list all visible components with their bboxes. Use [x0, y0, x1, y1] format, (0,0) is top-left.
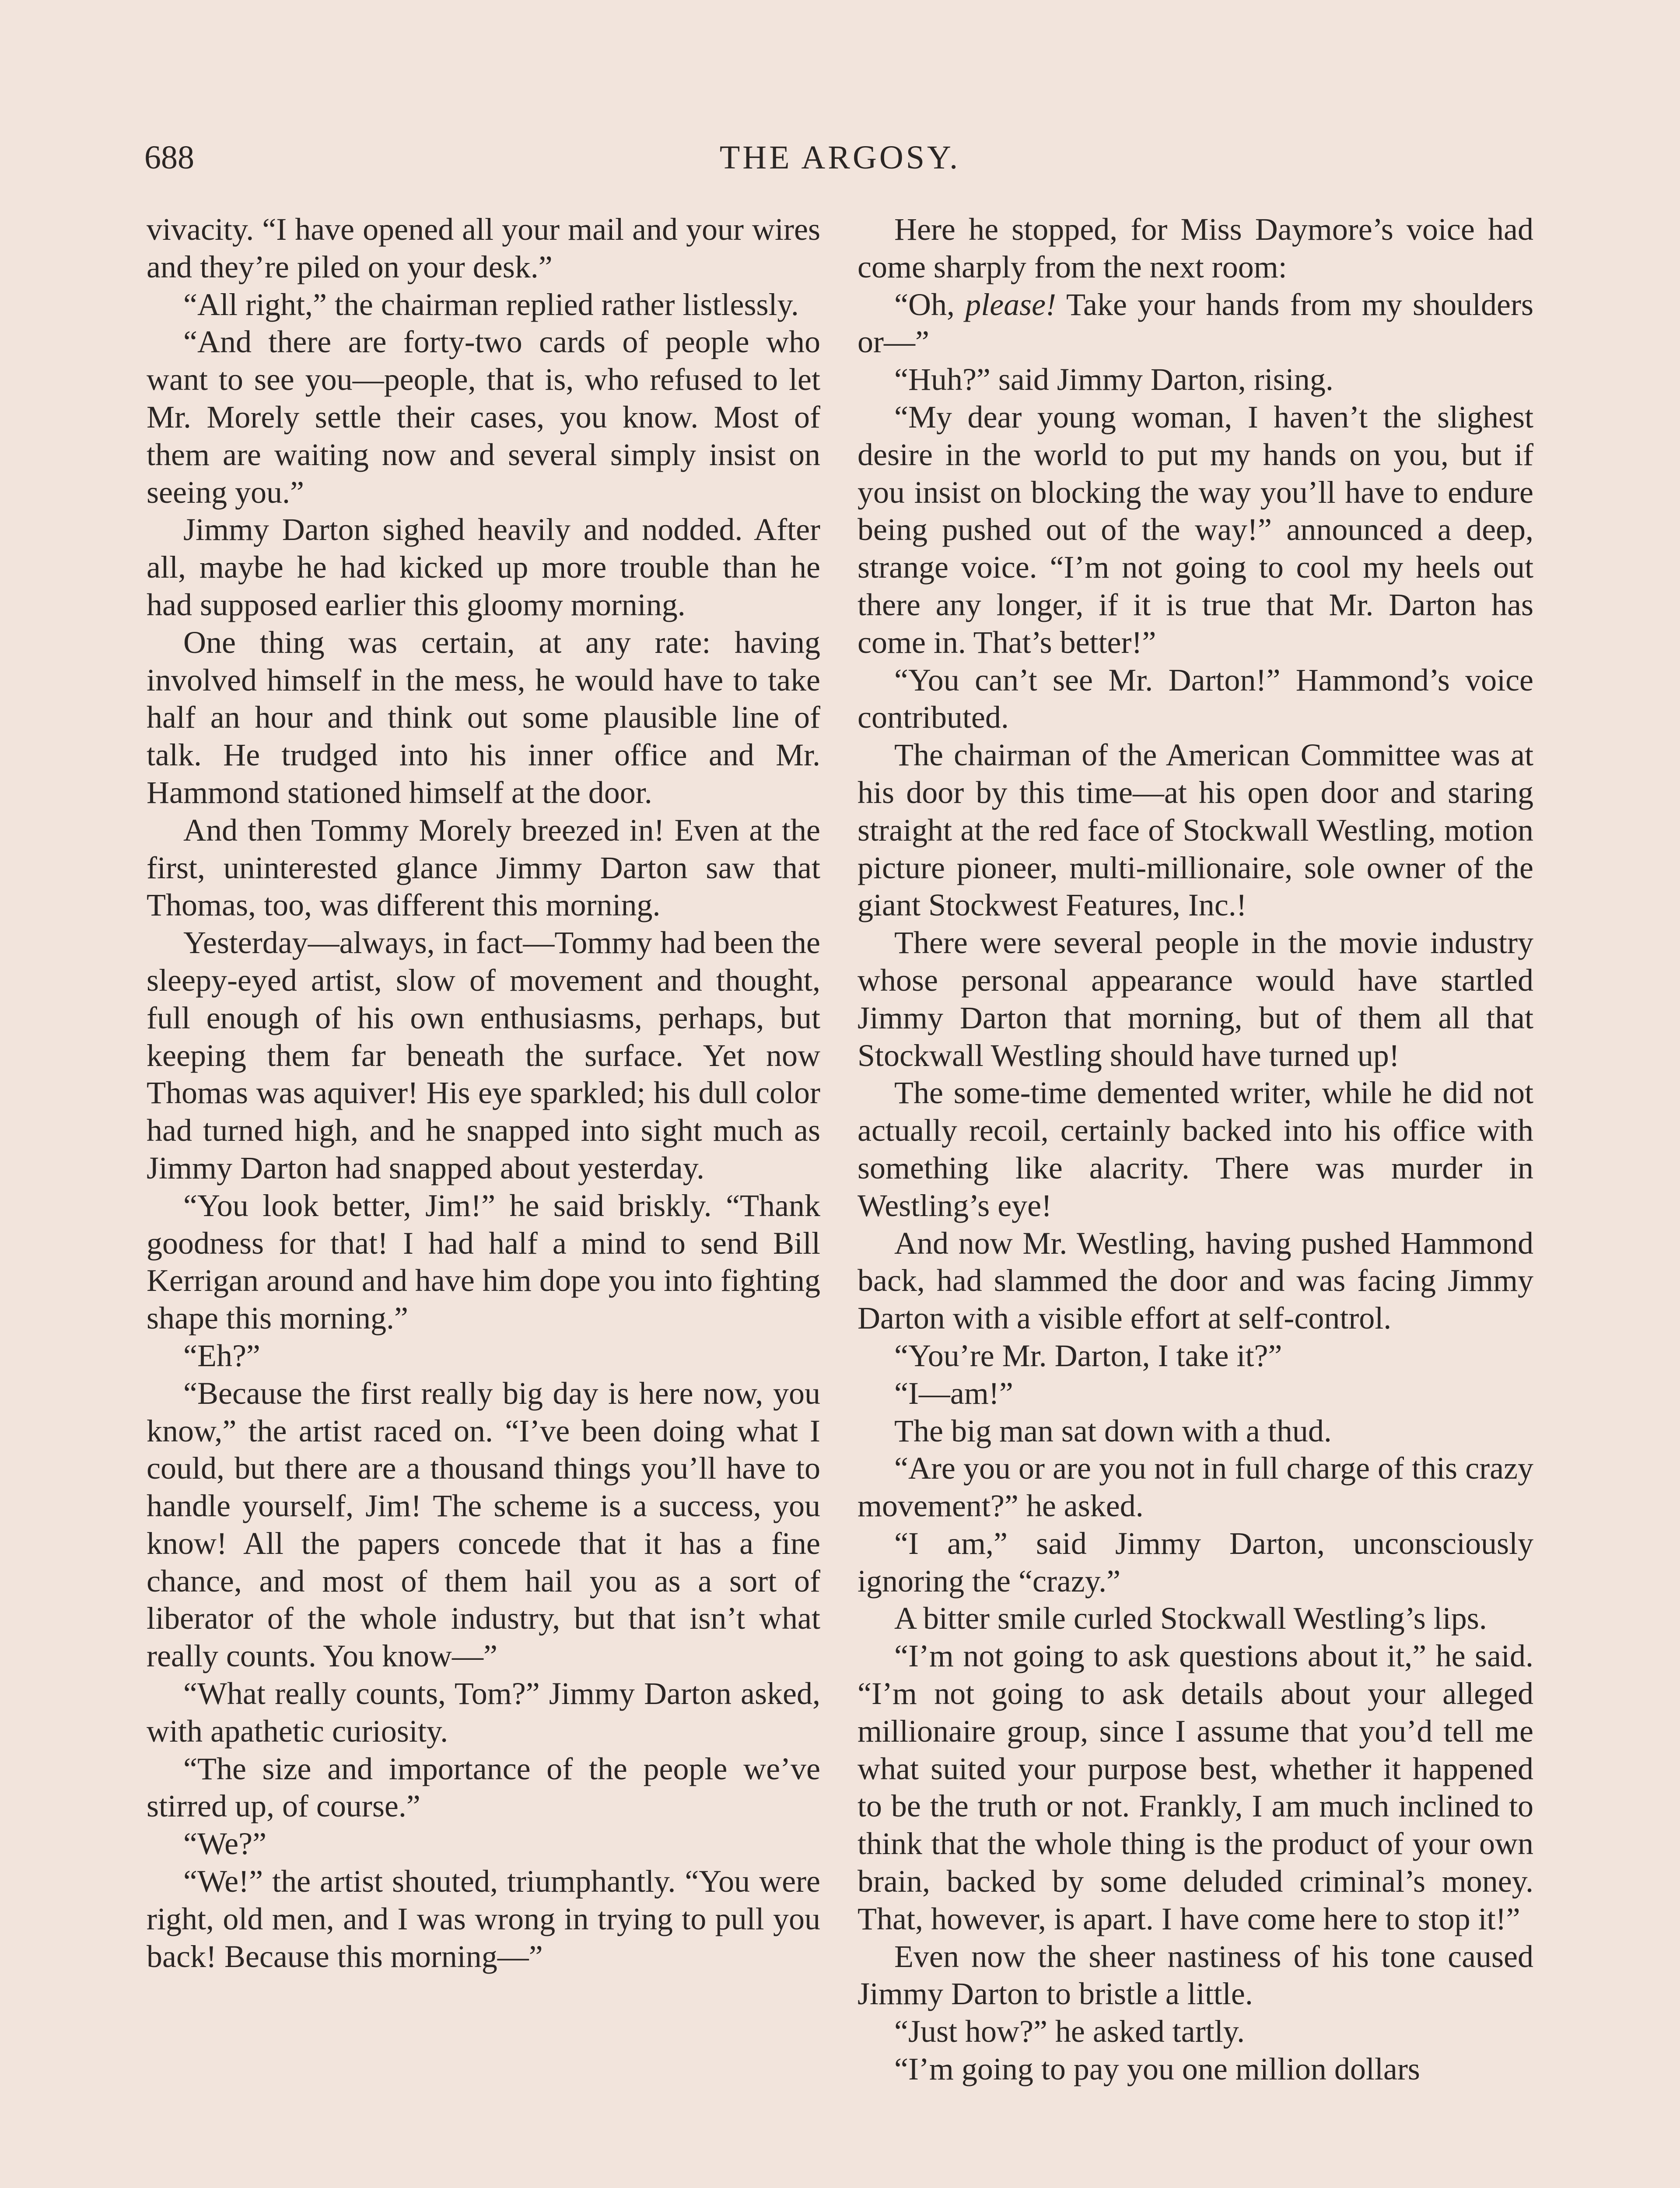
- paragraph: And then Tommy Morely breezed in! Even at the first, uninterested glance Jimmy Darton saw that Thomas, too, was different this morning.: [147, 812, 820, 923]
- paragraph: “You look better, Jim!” he said briskly. “Thank goodness for that! I had half a mind to send Bill Kerrigan around and have him dope you into fighting shape this morning.”: [147, 1188, 820, 1336]
- paragraph-with-emphasis: [858, 286, 1533, 361]
- paragraph: Yesterday—always, in fact—Tommy had been the sleepy-eyed artist, slow of movement and thought, full enough of his own enthusiasms, perhaps, but keeping them far beneath the surface. Yet now Thomas was aquiver! His eye sparkled; his dull color had turned high, and he snapped into sight much as Jimmy Darton had snapped about yesterday.: [147, 925, 820, 1185]
- left-column: [147, 211, 820, 1975]
- paragraph: One thing was certain, at any rate: having involved himself in the mess, he would have to take half an hour and think out some plausible line of talk. He trudged into his inner office and Mr. Hammond stationed himself at the door.: [147, 624, 820, 810]
- right-column: [858, 211, 1533, 2088]
- paragraph: “I’m going to pay you one million dollars: [894, 2051, 1420, 2087]
- paragraph: “You can’t see Mr. Darton!” Hammond’s voice contributed.: [858, 662, 1533, 735]
- running-title: THE ARGOSY.: [719, 139, 961, 176]
- paragraph: “I am,” said Jimmy Darton, unconsciously ignoring the “crazy.”: [858, 1525, 1533, 1599]
- paragraph: vivacity. “I have opened all your mail and your wires and they’re piled on your desk.”: [147, 212, 820, 284]
- paragraph: Jimmy Darton sighed heavily and nodded. After all, maybe he had kicked up more trouble than he had supposed earlier this gloomy morning.: [147, 512, 820, 622]
- paragraph: The some-time demented writer, while he did not actually recoil, certainly backed into his office with something like alacrity. There was murder in Westling’s eye!: [858, 1075, 1533, 1223]
- paragraph: “I’m not going to ask questions about it,” he said. “I’m not going to ask details about your alleged millionaire group, since I assume that you’d tell me what suited your purpose best, whether it happened to be the truth or not. Frankly, I am much inclined to think that the whole thing is the product of your own brain, backed by some deluded criminal’s money. That, however, is apart. I have come here to stop it!”: [858, 1638, 1533, 1936]
- paragraph: Here he stopped, for Miss Daymore’s voice had come sharply from the next room:: [858, 212, 1533, 284]
- paragraph: “We!” the artist shouted, triumphantly. “You were right, old men, and I was wrong in trying to pull you back! Because this morning—”: [147, 1864, 820, 1974]
- paragraph: The big man sat down with a thud.: [894, 1413, 1332, 1448]
- page-header: [144, 131, 1536, 184]
- page-number: 688: [144, 139, 194, 176]
- quote-open: “Oh,: [894, 287, 966, 322]
- paragraph: A bitter smile curled Stockwall Westling’s lips.: [894, 1601, 1487, 1636]
- quote-rest: Take your hands from my shoulders or—”: [858, 287, 1534, 360]
- paragraph: “I—am!”: [894, 1375, 1013, 1411]
- paragraph: “And there are forty-two cards of people who want to see you—people, that is, who refused to let Mr. Morely settle their cases, you know. Most of them are waiting now and several simply insist on seeing you.”: [147, 324, 820, 510]
- paragraph: “Are you or are you not in full charge of this crazy movement?” he asked.: [858, 1451, 1533, 1524]
- paragraph: The chairman of the American Committee was at his door by this time—at his open door and staring straight at the red face of Stockwall Westling, motion picture pioneer, multi-millionaire, sole owner of the giant Stockwest Features, Inc.!: [858, 737, 1533, 923]
- paragraph: Even now the sheer nastiness of his tone caused Jimmy Darton to bristle a little.: [858, 1939, 1533, 2012]
- paragraph: “We?”: [183, 1826, 267, 1862]
- paragraph: “Because the first really big day is here now, you know,” the artist raced on. “I’ve been doing what I could, but there are a thousand things you’ll have to handle yourself, Jim! The scheme is a success, you know! All the papers concede that it has a fine chance, and most of them hail you as a sort of liberator of the whole industry, but that isn’t what really counts. You know—”: [147, 1375, 820, 1674]
- paragraph: “What really counts, Tom?” Jimmy Darton asked, with apathetic curiosity.: [147, 1676, 820, 1749]
- paragraph: “All right,” the chairman replied rather listlessly.: [183, 287, 799, 322]
- paragraph: “Huh?” said Jimmy Darton, rising.: [894, 362, 1334, 397]
- emphasized-word: please!: [965, 287, 1057, 322]
- paragraph: “Just how?” he asked tartly.: [894, 2014, 1245, 2049]
- paragraph: “My dear young woman, I haven’t the slighest desire in the world to put my hands on you, but if you insist on blocking the way you’ll have to endure being pushed out of the way!” announced a deep, strange voice. “I’m not going to cool my heels out there any longer, if it is true that Mr. Darton has come in. That’s better!”: [858, 399, 1533, 660]
- paragraph: “Eh?”: [183, 1338, 260, 1373]
- paragraph: “You’re Mr. Darton, I take it?”: [894, 1338, 1282, 1373]
- paragraph: There were several people in the movie industry whose personal appearance would have startled Jimmy Darton that morning, but of them all that Stockwall Westling should have turned up!: [858, 925, 1533, 1073]
- paragraph: And now Mr. Westling, having pushed Hammond back, had slammed the door and was facing Jimmy Darton with a visible effort at self-control.: [858, 1225, 1533, 1336]
- paragraph: “The size and importance of the people we’ve stirred up, of course.”: [147, 1751, 820, 1824]
